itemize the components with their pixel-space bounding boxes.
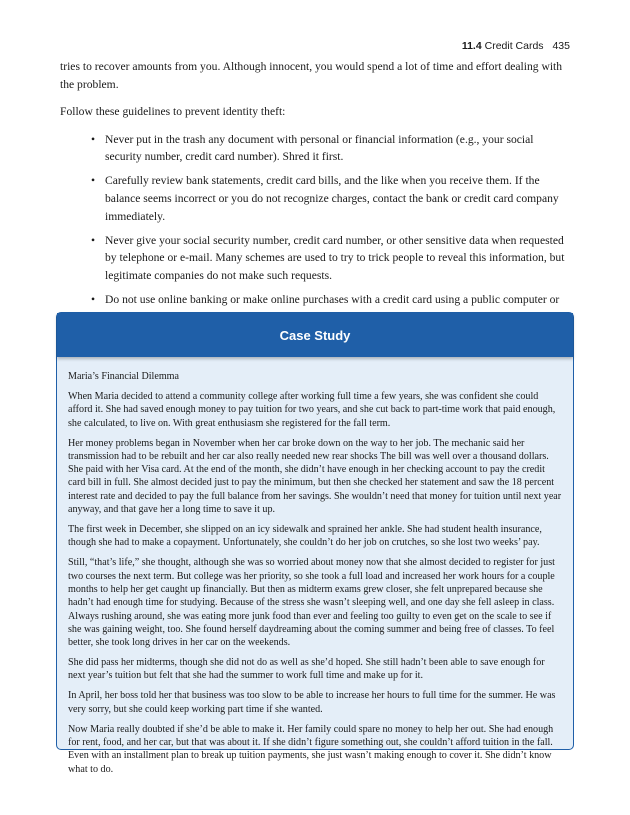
case-study-box [56,312,574,775]
bullet-icon: • [91,233,96,247]
case-study-paragraph: Now Maria really doubted if she’d be able to make it. Her family could spare no money to help her out. She had enough for rent, food, and her car, but that was about it. If she didn’t figure something out, she couldn’t afford tuition in the fall. Even with an installment plan to break up tuition payments, she just wasn’t making enough to cover it. She didn’t know what to do. [68,723,554,775]
case-study-title: Maria’s Financial Dilemma [68,371,180,382]
bullet-icon: • [91,293,96,307]
page-number: 435 [552,40,570,52]
bullet-icon: • [91,174,96,188]
case-study-paragraph: When Maria decided to attend a community college after working full time a few years, she was confident she could afford it. She had saved enough money to pay tuition for two years, and she cut back to part-time work that paid enough, she calculated, to live on. With great enthusiasm she registered for the fall term. [68,390,556,429]
case-study-paragraph: Still, “that’s life,” she thought, although she was so worried about money now that she almost decided to register for just two courses the next term. But college was her priority, so she took a full load and increased her work hours for a couple months to help her get caught up financially. But then as midterm exams grew closer, she felt unprepared because she hadn’t had enough time for studying. Because of the stress she wasn’t sleeping well, and one day she fell asleep in class. Always rushing around, she was eating more junk food than ever and feeling too guilty to even get on the scale to see if she was gaining weight, too. She found herself daydreaming about the coming summer and being free of classes. To feel better, she took long drives in her car on the weekends. [68,557,555,649]
bullet-icon: • [91,132,96,146]
case-study-paragraph: In April, her boss told her that business was too slow to be able to increase her hours to full time for the summer. He was very sorry, but she could keep working part time if she wanted. [68,690,556,715]
case-study-heading: Case Study [57,313,573,357]
intro-continuation-paragraph: tries to recover amounts from you. Although innocent, you would spend a lot of time and effort dealing with the problem. [60,60,563,91]
list-item-text: Carefully review bank statements, credit card bills, and the like when you receive them. If the balance seems incorrect or you do not recognize charges, contact the bank or credit card company immediately. [105,174,559,223]
page-body [60,58,572,350]
case-study-paragraph: She did pass her midterms, though she did not do as well as she’d hoped. She still hadn’t been able to save enough for next year’s tuition but felt that she had the summer to work full time and make up for it. [68,657,545,682]
list-item [91,232,572,285]
list-item [91,131,572,166]
list-item-text: Never give your social security number, credit card number, or other sensitive data when requested by telephone or e-mail. Many schemes are used to try to trick people to reveal this information, but legitimate companies do not make such requests. [105,233,565,282]
running-header [462,40,570,52]
case-study-paragraph: The first week in December, she slipped on an icy sidewalk and sprained her ankle. She had student health insurance, though she had to make a copayment. Unfortunately, she couldn’t do her job on crutches, so she lost two weeks’ pay. [68,524,542,549]
case-study-paragraph: Her money problems began in November when her car broke down on the way to her job. The mechanic said her transmission had to be rebuilt and her car also really needed new rear shocks The bill was well over a thousand dollars. She paid with her Visa card. At the end of the month, she didn’t have enough in her checking account to pay the credit card bill in full. She almost decided just to pay the minimum, but then she checked her statement and saw the 18 percent interest rate and decided to pay the full balance from her savings. She wouldn’t need that money for tuition until next year anyway, and that gave her a long time to save it up. [68,437,562,516]
list-item [91,172,572,225]
list-item-text: Do not use online banking or make online purchases with a credit card using a public computer or [105,293,560,307]
section-number: 11.4 [461,40,482,52]
guidelines-intro: Follow these guidelines to prevent identity theft: [60,105,286,119]
list-item-text: Never put in the trash any document with personal or financial information (e.g., your social security number, credit card number). Shred it first. [105,132,534,164]
section-title: Credit Cards [484,40,544,52]
case-study-body [57,357,573,776]
